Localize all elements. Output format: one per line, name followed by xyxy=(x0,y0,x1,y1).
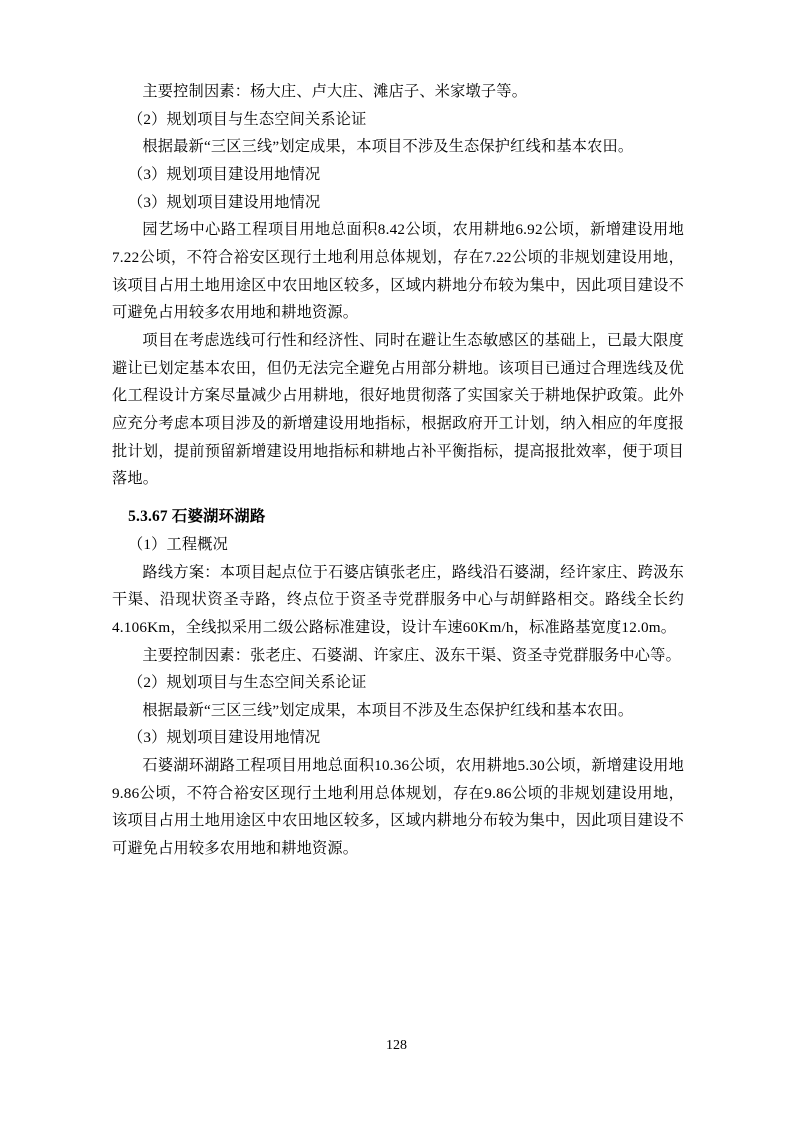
paragraph-ecological-conclusion: 根据最新“三区三线”划定成果，本项目不涉及生态保护红线和基本农田。 xyxy=(142,701,634,719)
section-spacer xyxy=(112,493,684,503)
section-heading-5-3-67: 5.3.67 石婆湖环湖路 xyxy=(128,507,266,525)
paragraph-section-3-title-a: （3）规划项目建设用地情况 xyxy=(127,165,321,183)
paragraph-construction-land-title: （3）规划项目建设用地情况 xyxy=(127,729,321,747)
paragraph-farmland-protection: 项目在考虑选线可行性和经济性、同时在避让生态敏感区的基础上，已最大限度避让已划定基本农田，但仍无法完全避免占用部分耕地。该项目已通过合理选线及优化工程设计方案尽量减少占用耕地，很好地贯彻落了实国家关于耕地保护政策。此外应充分考虑本项目涉及的新增建设用地指标，根据政府开工计划，纳入相应的年度报批计划，提前预留新增建设用地指标和耕地占补平衡指标，提高报批效率，便于项目落地。 xyxy=(112,331,684,488)
paragraph-ecological-relation-title: （2）规划项目与生态空间关系论证 xyxy=(127,674,367,692)
paragraph-section-3-title-b: （3）规划项目建设用地情况 xyxy=(127,193,321,211)
paragraph-ecological-space: 根据最新“三区三线”划定成果，本项目不涉及生态保护红线和基本农田。 xyxy=(142,138,634,156)
page-number: 128 xyxy=(386,1038,407,1053)
paragraph-main-control-factors: 主要控制因素：杨大庄、卢大庄、滩店子、米家墩子等。 xyxy=(142,83,528,100)
paragraph-section-2-title: （2）规划项目与生态空间关系论证 xyxy=(127,110,367,128)
paragraph-land-use-horticulture-road: 园艺场中心路工程项目用地总面积8.42公顷，农用耕地6.92公顷，新增建设用地7.22公顷，不符合裕安区现行土地利用总体规划，存在7.22公顷的非规划建设用地，该项目占用土地用途区中农田地区较多，区域内耕地分布较为集中，因此项目建设不可避免占用较多农用地和耕地资源。 xyxy=(112,221,684,322)
paragraph-route-plan: 路线方案：本项目起点位于石婆店镇张老庄，路线沿石婆湖，经许家庄、跨汲东干渠、沿现状资圣寺路，终点位于资圣寺党群服务中心与胡鲜路相交。路线全长约4.106Km，全线拟采用二级公路标准建设，设计车速60Km/h，标准路基宽度12.0m。 xyxy=(112,563,684,636)
paragraph-land-use-shipo-road: 石婆湖环湖路工程项目用地总面积10.36公顷，农用耕地5.30公顷，新增建设用地9.86公顷，不符合裕安区现行土地利用总体规划，存在9.86公顷的非规划建设用地，该项目占用土地用途区中农田地区较多，区域内耕地分布较为集中，因此项目建设不可避免占用较多农用地和耕地资源。 xyxy=(112,757,684,858)
page-content xyxy=(112,78,684,863)
paragraph-project-overview-title: （1）工程概况 xyxy=(127,535,229,553)
paragraph-control-factors-shipo: 主要控制因素：张老庄、石婆湖、许家庄、汲东干渠、资圣寺党群服务中心等。 xyxy=(142,646,681,664)
